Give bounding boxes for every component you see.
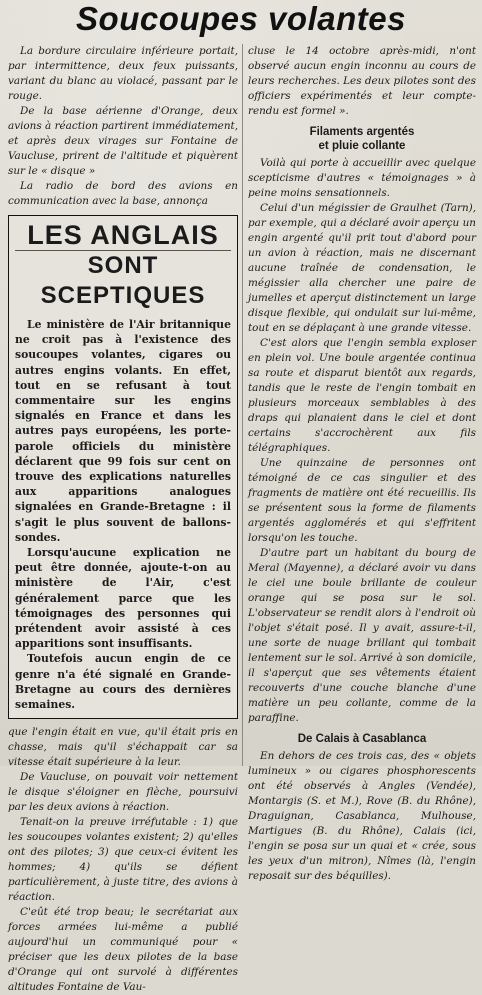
sidebar-box — [8, 215, 238, 719]
article-paragraph: Voilà qui porte à accueillir avec quelque scepticisme d'autres « témoignages » à peine moins sensationnels. — [248, 157, 476, 199]
article-paragraph: cluse le 14 octobre après-midi, n'ont observé aucun engin inconnu au cours de leurs recherches. Les deux pilotes sont des officiers expérimentés et leur compte-rendu est formel ». — [248, 45, 476, 117]
left-column — [8, 44, 238, 994]
section-heading — [248, 125, 476, 153]
box-paragraph: Le ministère de l'Air britannique ne croit pas à l'existence des soucoupes volantes, cigares ou autres engins volants. En effet, tout en se refusant à tout commentaire sur les engins signalés en France et dans les autres pays européens, les porte-parole officiels du ministère déclarent que 99 fois sur cent on trouve des explications naturelles aux apparitions analogues signalées en Grande-Bretagne : il s'agit le plus souvent de ballons-sondes. — [15, 318, 231, 544]
article-paragraph: D'autre part un habitant du bourg de Meral (Mayenne), a déclaré avoir vu dans le ciel une boule brillante de couleur orange qui se posa sur le sol. L'observateur se rendit alors à l'endroit où l'objet s'était posé. Il y avait, assure-t-il, une sorte de nuage brillant qui tombait lentement sur le sol. Arrivé à son domicile, il s'aperçut que ses vêtements étaient recouverts d'une couche blanche d'une matière un peu collante, comme de la paraffine. — [248, 547, 476, 724]
box-paragraph: Toutefois aucun engin de ce genre n'a été signalé en Grande-Bretagne au cours des dernières semaines. — [15, 652, 231, 712]
box-subtitle: SONT SCEPTIQUES — [40, 252, 206, 309]
box-title: LES ANGLAIS — [15, 220, 231, 251]
article-paragraph: Une quinzaine de personnes ont témoigné de ce cas singulier et des fragments de matière ont été recueillis. Ils se présentent sous la forme de filaments argentés agglomérés et qui s'effritent lorsqu'on les touche. — [248, 457, 476, 544]
article-paragraph: C'est alors que l'engin sembla exploser en plein vol. Une boule argentée continua sa route et disparut bientôt aux regards, tandis que le reste de l'engin tombait en plusieurs morceaux semblables à des draps qui planaient dans le ciel et dont certains s'accrochèrent aux fils télégraphiques. — [248, 337, 476, 454]
article-paragraph: que l'engin était en vue, qu'il était pris en chasse, mais qu'il s'échappait car sa vitesse était supérieure à la leur. — [8, 726, 238, 769]
article-paragraph: La bordure circulaire inférieure portait, par intermittence, deux feux puissants, variant du blanc au violacé, passant par le rouge. — [8, 45, 238, 102]
headline: Soucoupes volantes — [76, 0, 406, 37]
article-paragraph: De Vaucluse, on pouvait voir nettement le disque s'éloigner en flèche, poursuivi par les deux avions à réaction. — [8, 771, 238, 814]
article-paragraph: C'eût été trop beau; le secrétariat aux forces armées lui-même a publié aujourd'hui un communiqué pour « préciser que les deux pilotes de la base d'Orange qui ont survolé à différentes altitudes Fontaine de Vau- — [8, 906, 238, 994]
article-paragraph: En dehors de ces trois cas, des « objets lumineux » ou cigares phosphorescents ont été observés à Angles (Vendée), Montargis (S. et M.), Rove (B. du Rhône), Draguignan, Casablanca, Mulhouse, Martigues (B. du Rhône), Calais (ici, l'engin se posa sur un quai et « crée, sous les yeux d'un mitron), Nîmes (là, l'engin reposait sur des béquilles). — [248, 750, 476, 882]
article-paragraph: La radio de bord des avions en communication avec la base, annonça — [8, 180, 238, 207]
section-heading-line: et pluie collante — [318, 140, 406, 152]
article-paragraph: De la base aérienne d'Orange, deux avions à réaction partirent immédiatement, et après deux virages sur Fontaine de Vaucluse, prirent de l'altitude et piquèrent sur le « disque » — [8, 105, 238, 177]
right-column — [248, 44, 476, 882]
section-heading: De Calais à Casablanca — [297, 733, 427, 745]
article-paragraph: Tenait-on la preuve irréfutable : 1) que les soucoupes volantes existent; 2) qu'elles ont des pilotes; 3) que ceux-ci évitent les hommes; 4) qu'ils se défient particulièrement, à juste titre, des avions à réaction. — [8, 816, 238, 904]
article-paragraph: Celui d'un mégissier de Graulhet (Tarn), par exemple, qui a déclaré avoir aperçu un engin argenté qu'il prit tout d'abord pour un avion à réaction, mais ne discernant aucune traînée de condensation, le mégissier alla chercher une paire de jumelles et aperçut distinctement un large disque flexible, qui ondulait sur lui-même, tout en se déplaçant à une grande vitesse. — [248, 202, 476, 334]
column-divider — [242, 44, 243, 766]
box-paragraph: Lorsqu'aucune explication ne peut être donnée, ajoute-t-on au ministère de l'Air, c'est généralement parce que les témoignages des personnes qui prétendent avoir assisté à ces apparitions sont insuffisants. — [15, 546, 231, 651]
section-heading-line: Filaments argentés — [309, 126, 415, 138]
